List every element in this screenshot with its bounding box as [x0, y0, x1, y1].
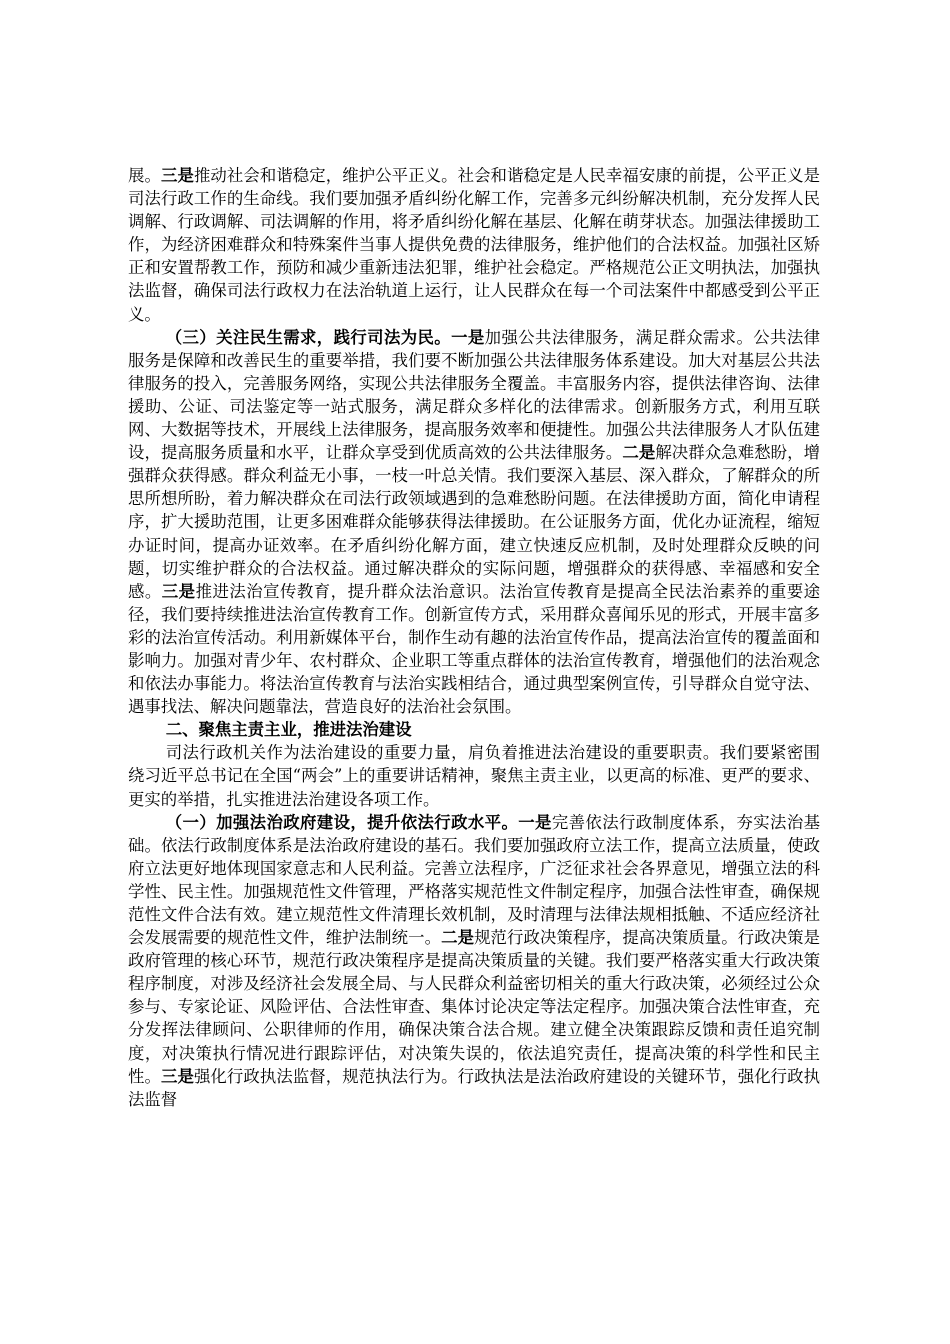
point-label-three: 三是	[160, 1066, 194, 1086]
section-intro: 司法行政机关作为法治建设的重要力量，肩负着推进法治建设的重要职责。我们要紧密围绕习近平总书记在全国“两会”上的重要讲话精神，聚焦主责主业，以更高的标准、更严的要求、更实的举措，扎实推进法治建设各项工作。	[128, 743, 820, 809]
point-label-one: 一是	[451, 327, 485, 347]
document-page	[128, 164, 820, 1111]
point-label-two: 二是	[441, 928, 475, 948]
paragraph-social-stability	[128, 164, 820, 326]
section-heading-2: 二、聚焦主责主业，推进法治建设	[165, 720, 412, 740]
paragraph-text: 强化行政执法监督，规范执法行为。行政执法是法治政府建设的关键环节，强化行政执法监督	[128, 1066, 821, 1109]
point-label-three: 三是	[160, 166, 194, 185]
paragraph-livelihood	[128, 326, 820, 719]
paragraph-text: 解决群众急难愁盼，增强群众获得感。群众利益无小事，一枝一叶总关情。我们要深入基层、深入群众，了解群众的所思所想所盼，着力解决群众在司法行政领域遇到的急难愁盼问题。在法律援助方面，简化申请程序，扩大援助范围，让更多困难群众能够获得法律援助。在公证服务方面，优化办证流程，缩短办证时间，提高办证效率。在矛盾纠纷化解方面，建立快速反应机制，及时处理群众反映的问题，切实维护群众的合法权益。通过解决群众的实际问题，增强群众的获得感、幸福感和安全感。	[128, 443, 821, 601]
paragraph-text: 规范行政决策程序，提高决策质量。行政决策是政府管理的核心环节，规范行政决策程序是提高决策质量的关键。我们要严格落实重大行政决策程序制度，对涉及经济社会发展全局、与人民群众利益密切相关的重大行政决策，必须经过公众参与、专家论证、风险评估、合法性审查、集体讨论决定等法定程序。加强决策合法性审查，充分发挥法律顾问、公职律师的作用，确保决策合法合规。建立健全决策跟踪反馈和责任追究制度，对决策执行情况进行跟踪评估，对决策失误的，依法追究责任，提高决策的科学性和民主性。	[128, 928, 821, 1086]
paragraph-text: 推进法治宣传教育，提升群众法治意识。法治宣传教育是提高全民法治素养的重要途径，我们要持续推进法治宣传教育工作。创新宣传方式，采用群众喜闻乐见的形式，开展丰富多彩的法治宣传活动。利用新媒体平台，制作生动有趣的法治宣传作品，提高法治宣传的覆盖面和影响力。加强对青少年、农村群众、企业职工等重点群体的法治宣传教育，增强他们的法治观念和依法办事能力。将法治宣传教育与法治实践相结合，通过典型案例宣传，引导群众自觉守法、遇事找法、解决问题靠法，营造良好的法治社会氛围。	[128, 581, 820, 717]
paragraph-text: 加强公共法律服务，满足群众需求。公共法律服务是保障和改善民生的重要举措，我们要不断加强公共法律服务体系建设。加大对基层公共法律服务的投入，完善服务网络，实现公共法律服务全覆盖。丰富服务内容，提供法律咨询、法律援助、公证、司法鉴定等一站式服务，满足群众多样化的法律需求。创新服务方式，利用互联网、大数据等技术，开展线上法律服务，提高服务效率和便捷性。加强公共法律服务人才队伍建设，提高服务质量和水平，让群众享受到优质高效的公共法律服务。	[128, 327, 821, 463]
point-label-three: 三是	[161, 581, 196, 601]
subsection-heading-1: （一）加强法治政府建设，提升依法行政水平。	[165, 812, 519, 832]
subsection-heading-3: （三）关注民生需求，践行司法为民。	[165, 327, 452, 347]
paragraph-text: 完善依法行政制度体系，夯实法治基础。依法行政制度体系是法治政府建设的基石。我们要加强政府立法工作，提高立法质量，使政府立法更好地体现国家意志和人民利益。完善立法程序，广泛征求社会各界意见，增强立法的科学性、民主性。加强规范性文件管理，严格落实规范性文件制定程序，加强合法性审查，确保规范性文件合法有效。建立规范性文件清理长效机制，及时清理与法律法规相抵触、不适应经济社会发展需要的规范性文件，维护法制统一。	[128, 812, 821, 948]
paragraph-text: 展。	[128, 166, 161, 185]
point-label-two: 二是	[622, 443, 656, 463]
paragraph-text: 推动社会和谐稳定，维护公平正义。社会和谐稳定是人民幸福安康的前提，公平正义是司法行政工作的生命线。我们要加强矛盾纠纷化解工作，完善多元纠纷解决机制，充分发挥人民调解、行政调解、司法调解的作用，将矛盾纠纷化解在基层、化解在萌芽状态。加强法律援助工作，为经济困难群众和特殊案件当事人提供免费的法律服务，维护他们的合法权益。加强社区矫正和安置帮教工作，预防和减少重新违法犯罪，维护社会稳定。严格规范公正文明执法，加强执法监督，确保司法行政权力在法治轨道上运行，让人民群众在每一个司法案件中都感受到公平正义。	[128, 166, 821, 324]
paragraph-rule-of-law-government	[128, 811, 820, 1111]
point-label-one: 一是	[518, 812, 552, 832]
